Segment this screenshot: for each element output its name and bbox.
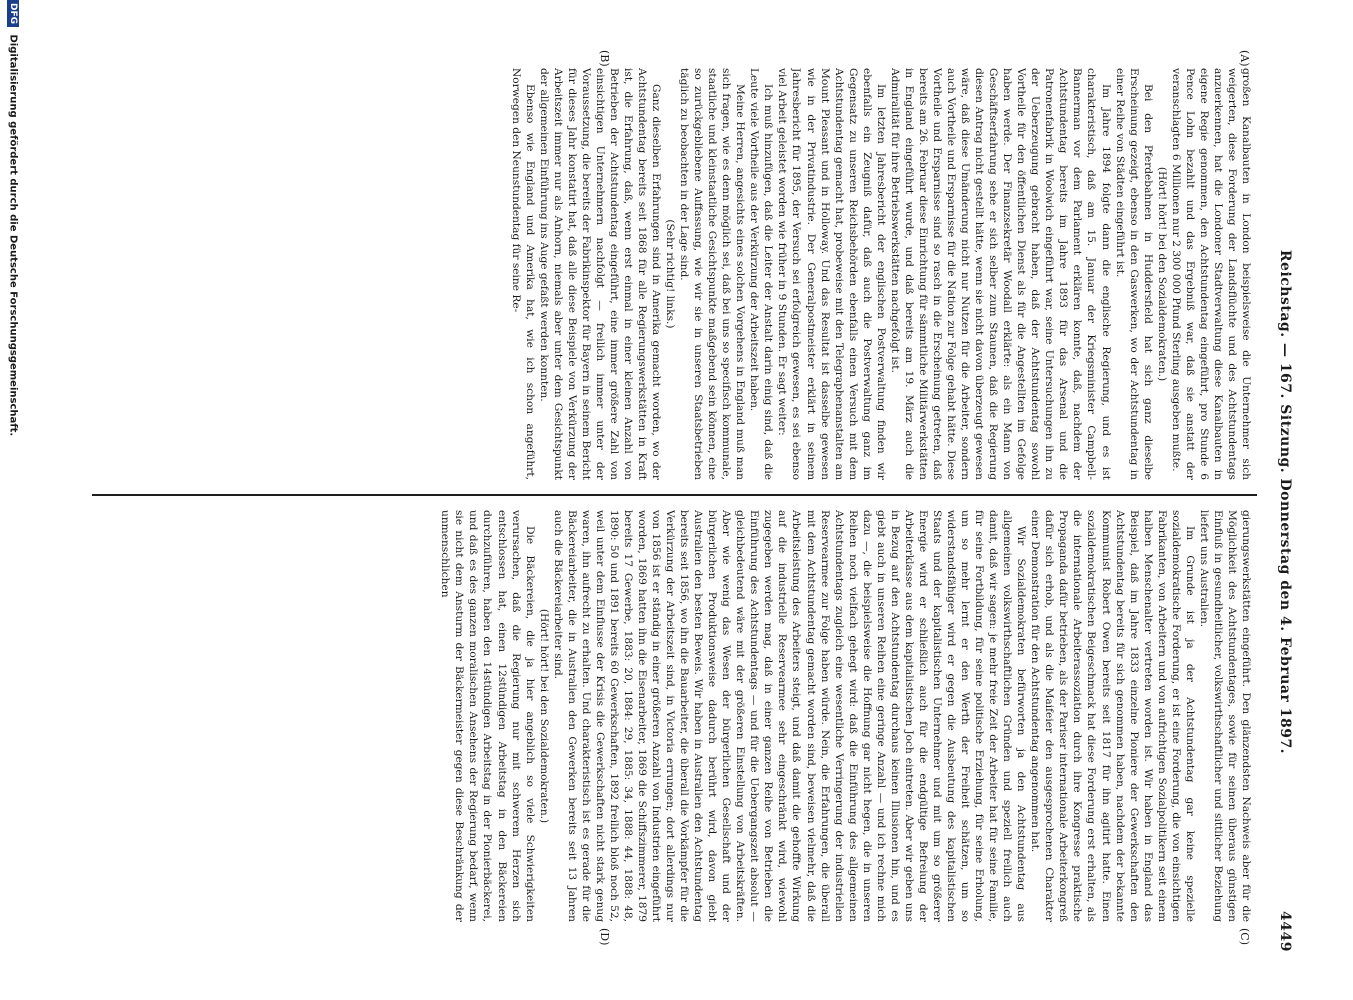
credit-text: Digitalisierung gefördert durch die Deutsche Forschungsgemeinschaft. bbox=[7, 34, 19, 437]
right-column bbox=[83, 510, 1253, 922]
paragraph: Ganz dieselben Erfahrungen sind in Amerika gemacht worden, wo der Achtstundentag bereits seit 1868 für alle Regierungswerkstätten in Kraft ist, die Erfahrung, daß, wenn erst einmal in einer kleinen Anzahl von Betrieben der Achtstundentag eingeführt, eine immer größere Zahl von einsichtigen Unternehmern nachfolgt — freilich immer unter der Voraussetzung, die bereits der Fabrikinspektor für Bayern in seinem Bericht für dieses Jahr konstatirt hat, daß alle diese Beispiele von Verkürzung der Arbeitszeit immer nur als Anhorn, niemals aber unter dem Gesichtspunkt der allgemeinen Einführung ins Auge gefaßt werden konnten. bbox=[537, 68, 663, 480]
left-column bbox=[83, 68, 1253, 480]
paragraph: Bei den Pferdebahnen in Huddersfield hat sich ganz dieselbe Erscheinung gezeigt, ebenso in den Gaswerken, wo der Achtstundentag in einer Reihe von Städten eingeführt ist. bbox=[1113, 68, 1154, 480]
paragraph: Im Grunde ist ja der Achtstundentag gar keine spezielle sozialdemokratische Forderung, er ist eine Forderung, die von einsichtigen Fabrikanten, von Arbeitern und von aufrichtigen Sozialpolitikern seit einem halben Menschenalter vertreten worden ist. Wir haben in England das Beispiel, daß im Jahre 1833 einzelne Pioniere der Gewerkschaften den Achtstundentag bereits für sich genommen haben, nachdem der bekannte Kommunist Robert Owen bereits seit 1817 für ihn agitirt hatte. Einen sozialdemokratischen Beigeschmack hat diese Forderung erst erhalten, als die internationale Arbeiterassoziation durch ihre Kongresse praktische Propaganda dafür betrieben, als der Pariser internationale Arbeiterkongreß dafür sich erhob, und als die Maifeier den ausgesprochenen Charakter einer Demonstration für den Achtstundentag angenommen hat. bbox=[1029, 510, 1196, 922]
paragraph: gierungswerkstätten eingeführt. Den glänzendsten Nachweis aber für die Möglichkeit des Achtstundentages, sowie für seinen überaus günstigen Einfluß in gesundheitlicher, volkswirthschaftlicher und sittlicher Beziehung liefert uns Australien. bbox=[1197, 510, 1252, 922]
running-head bbox=[1267, 52, 1293, 952]
paragraph: Meine Herren, angesichts eines solchen Vorgehens in England muß man sich fragen, wie es denn möglich sei, daß bei uns so specifisch kommunale, staatliche und kleinstaatliche Gesichtspunkte maßgebend sein können, eine so zurückgebliebene Auffassung, wie wir sie in unseren Staatsbetrieben täglich zu beobachten in der Lage sind. bbox=[678, 68, 747, 480]
paragraph: Wir Sozialdemokraten befürworten ja den Achtstundentag aus allgemeinen volkswirthschaftlichen Gründen und speziell freilich auch damit, daß wir sagen: je mehr freie Zeit der Arbeiter hat für seine Familie, für seine Fortbildung, für seine politische Erziehung, für seine Erholung, um so mehr lernt er den Werth der Freiheit schätzen, um so widerstandsfähiger wird er gegen die Ausbeutung des kapitalistischen Staats und der kapitalistischen Unternehmer und mit um so größerer Energie wird er schließlich auch für die endgültige Befreiung der Arbeiterklasse aus dem kapitalistischen Joch eintreten. Aber wir geben uns in Bezug auf den Achtstundentag durchaus keinen Illusionen hin, und es giebt auch in unseren Reihen eine geringe Anzahl — und ich rechne mich dazu —, die beispielsweise die Hoffnung gar nicht hegen, die in unseren Reihen noch vielfach gehegt wird: daß die Einführung des allgemeinen Achtstundentags zugleich eine wesentliche Verringerung der industriellen Reservearmee zur Folge haben würde. Nein, die Erfahrungen, die überall mit dem Achtstundentag gemacht worden sind, beweisen vielmehr, daß die Arbeitsleistung des Arbeiters steigt, und daß damit die gehoffte Wirkung auf die industrielle Reservearmee sehr eingeschränkt wird, wiewohl zugegeben werden mag, daß in einer ganzen Reihe von Betrieben die Einführung des Achtstundentags — und für die Uebergangszeit absolut — gleichbedeutend wäre mit der größeren Einstellung von Arbeitskräften. Aber wie wenig das Wesen der bürgerlichen Gesellschaft und der bürgerlichen Produktionsweise dadurch berührt wird, davon giebt Australien den besten Beweis. Wir haben in Australien den Achtstundentag bereits seit 1856, wo ihn die Bauarbeiter, die überall die Vorkämpfer für die Verkürzung der Arbeitszeit sind, in Victoria errungen; dort allerdings nur von 1856 ist er ständig in einer größeren Anzahl von Industrien eingeführt worden, 1869 hatten ihn die Eisenarbeiter, 1869 die Schiffszimmerer, 1879 bereits 17 Gewerbe, 1883: 20, 1884: 29, 1885: 34, 1888: 44, 1888: 48, 1890: 50 und 1891 bereits 60 Gewerkschaften, 1892 freilich bloß noch 52, weil unter dem Einflusse der Krisis die Gewerkschaften nicht stark genug waren, ihn aufrecht zu erhalten. Und charakteristisch ist es gerade für die Bäckereiarbeiter, die in Australien den Gewerken bereits seit 13 Jahren auch die Bäckereiarbeiter sind. bbox=[551, 510, 1028, 922]
margin-mark-d: (D) bbox=[598, 928, 611, 946]
interjection: (Hört! hört! bei den Sozialdemokraten.) bbox=[1155, 166, 1168, 382]
paragraph: Die Bäckereien, die ja hier angeblich so viele Schwierigkeiten verursachen, daß die Regierung nur mit schwerem Herzen sich entschlossen hat, einen 12stündigen Arbeitstag in den Bäckereien durchzuführen, haben den 14stündigen Arbeitstag in der Pionierbäckerei, und daß es des ganzen moralischen Ansehens der Regierung bedarf, wenn sie nicht dem Ansturm der Bäckermeister gegen diese Beschränkung der unmenschlichen bbox=[439, 510, 536, 922]
dfg-logo: DFG bbox=[7, 0, 19, 27]
column-divider bbox=[92, 494, 1257, 496]
paragraph: großen Kanalbauten in London beispielsweise die Unternehmer sich weigerten, diese Forderung der Landsflüchte und des Achtstundentags anzuerkennen, hat die Londoner Stadtverwaltung diese Kanalbauten in eigene Regie genommen, den Achtstundentag eingeführt, pro Stunde 6 Pence Lohn bezahlt und das Ergebniß war, daß sie anstatt der veranschlagten 6 Millionen nur 2 300 000 Pfund Sterling ausgeben mußte. bbox=[1169, 68, 1252, 480]
margin-mark-b: (B) bbox=[598, 50, 611, 67]
running-head-title: Reichstag. — 167. Sitzung. Donnerstag den 4. Februar 1897. bbox=[1277, 249, 1293, 755]
interjection: (Hört! hört! bei den Sozialdemokraten.) bbox=[537, 608, 550, 824]
paragraph: Im Jahre 1894 folgte dann die englische Regierung, und es ist charakteristisch, daß am 15. Januar der Kriegsminister Campbell-Bannerman vor dem Parlament erklären konnte, daß, nachdem der Achtstundentag bereits im Jahre 1893 für das Arsenal und die Patronenfabrik in Woolwich eingeführt war, seine Untersuchungen ihn zu der Ueberzeugung gebracht haben, daß der Achtstundentag sowohl Vortheile für den öffentlichen Dienst als für die Angestellten im Gefolge haben werde. Der Finanzsekretär Woodall erklärte: als ein Mann von Geschäftserfahrung sehe er sich selber zum Staunen, daß die Regierung diesen Antrag nicht gestellt hätte, wenn sie nicht davon überzeugt gewesen wäre, daß diese Umänderung nicht nur Nutzen für die Arbeiter, sondern auch Vortheile und Ersparnisse für die Nation zur Folge gehabt hätte. Diese Vortheile und Ersparnisse sind so rasch in die Erscheinung getreten, daß bereits am 26. Februar diese Einrichtung für sämmtliche Militärwerkstätten in England eingeführt wurde, und daß bereits am 19. März auch die Admiralität für ihre Betriebswerkstätten nachgefolgt ist. bbox=[888, 68, 1112, 480]
paragraph: Im letzten Jahresbericht der englischen Postverwaltung finden wir ebenfalls ein Zeugniß dafür, daß auch die Postverwaltung ganz im Gegensatz zu unseren Reichsbehörden ebenfalls einen Versuch mit dem Achtstundentag gemacht hat, probeweise mit den Telegraphenanstalten am Mount Pleasant und in Holloway. Und das Resultat ist dasselbe gewesen wie in der Privatindustrie. Der Generalpostmeister erklärt in seinem Jahresbericht für 1895, der Versuch sei erfolgreich gewesen, es sei ebenso viel Arbeit geleistet worden wie früher in 9 Stunden. Er sagt weiter: bbox=[776, 68, 887, 480]
margin-mark-c: (C) bbox=[1238, 928, 1251, 945]
paragraph: Ich muß hinzufügen, daß die Leiter der Anstalt darin einig sind, daß die Leute viele Vortheile aus der Verkürzung der Arbeitszeit haben. bbox=[748, 68, 775, 480]
margin-mark-a: (A) bbox=[1238, 50, 1251, 67]
digitization-credit bbox=[0, 0, 19, 1000]
interjection: (Sehr richtig! links.) bbox=[664, 219, 677, 329]
page-number: 4449 bbox=[1277, 911, 1293, 952]
paragraph: Ebenso wie England und Amerika hat, wie ich schon angeführt, Norwegen den Neunstundentag für seine Re- bbox=[509, 68, 536, 480]
